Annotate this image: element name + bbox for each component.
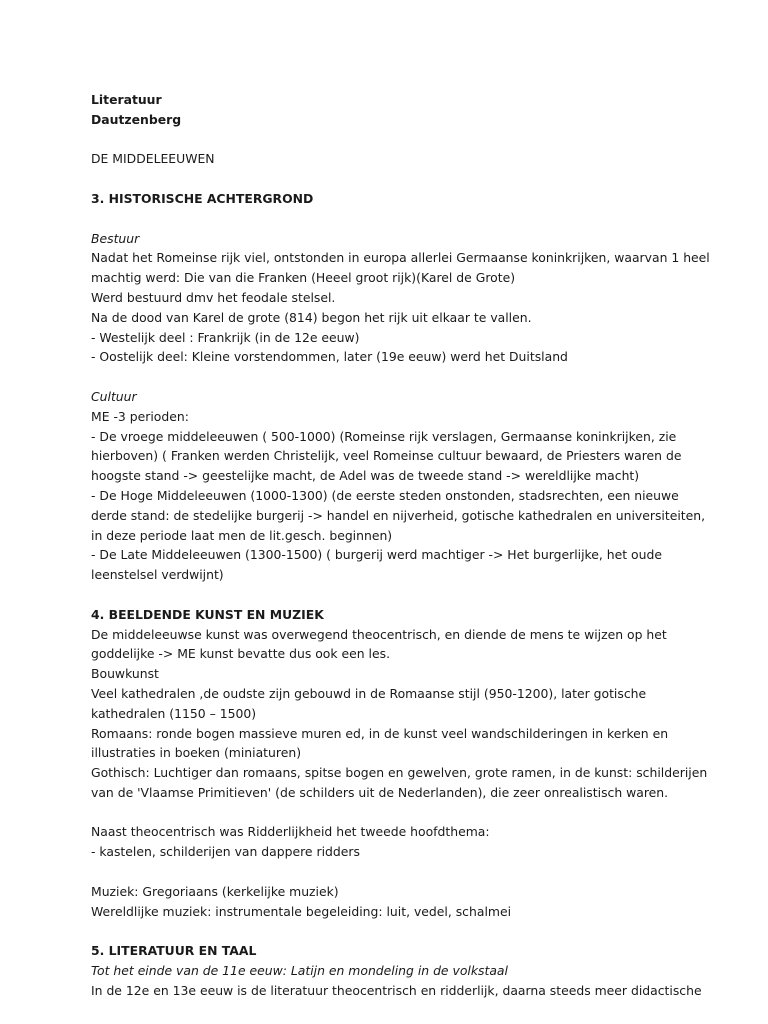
paragraph-line: - Westelijk deel : Frankrijk (in de 12e eeuw): [91, 329, 360, 345]
paragraph-line: In de 12e en 13e eeuw is de literatuur theocentrisch en ridderlijk, daarna steeds meer didactische: [91, 982, 702, 998]
section-3-heading: 3. HISTORISCHE ACHTERGROND: [91, 190, 314, 206]
paragraph-line: - Oostelijk deel: Kleine vorstendommen, later (19e eeuw) werd het Duitsland: [91, 349, 568, 365]
paragraph-line: Nadat het Romeinse rijk viel, ontstonden in europa allerlei Germaanse koninkrijken, waarvan 1 heel: [91, 250, 710, 266]
paragraph-line: machtig werd: Die van die Franken (Heeel groot rijk)(Karel de Grote): [91, 270, 516, 286]
paragraph-line: Veel kathedralen ,de oudste zijn gebouwd in de Romaanse stijl (950-1200), later gotische: [91, 685, 647, 701]
document-body: [91, 90, 761, 1001]
paragraph-line: in deze periode laat men de lit.gesch. beginnen): [91, 527, 393, 543]
paragraph-line: - De Hoge Middeleeuwen (1000-1300) (de eerste steden onstonden, stadsrechten, een nieuwe: [91, 487, 679, 503]
paragraph-line: ME -3 perioden:: [91, 408, 189, 424]
paragraph-line: Naast theocentrisch was Ridderlijkheid het tweede hoofdthema:: [91, 824, 490, 840]
paragraph-line: leenstelsel verdwijnt): [91, 567, 224, 583]
paragraph-line: Muziek: Gregoriaans (kerkelijke muziek): [91, 883, 339, 899]
author-name: Dautzenberg: [91, 111, 182, 127]
paragraph-line: Na de dood van Karel de grote (814) begon het rijk uit elkaar te vallen.: [91, 309, 532, 325]
section-5-subheading: Tot het einde van de 11e eeuw: Latijn en mondeling in de volkstaal: [91, 963, 508, 979]
subject-title: Literatuur: [91, 92, 162, 107]
cultuur-label: Cultuur: [91, 388, 137, 404]
section-5-heading: 5. LITERATUUR EN TAAL: [91, 943, 257, 959]
paragraph-line: Romaans: ronde bogen massieve muren ed, in de kunst veel wandschilderingen in kerken en: [91, 725, 669, 741]
paragraph-line: Werd bestuurd dmv het feodale stelsel.: [91, 289, 336, 305]
document-title: DE MIDDELEEUWEN: [91, 151, 215, 167]
paragraph-line: hoogste stand -> geestelijke macht, de Adel was de tweede stand -> wereldlijke macht): [91, 468, 640, 484]
paragraph-line: - De Late Middeleeuwen (1300-1500) ( burgerij werd machtiger -> Het burgerlijke, het oude: [91, 547, 662, 563]
paragraph-line: van de 'Vlaamse Primitieven' (de schilders uit de Nederlanden), die zeer onrealistisch waren.: [91, 784, 669, 800]
paragraph-line: hierboven) ( Franken werden Christelijk, veel Romeinse cultuur bewaard, de Priesters waren de: [91, 448, 682, 464]
paragraph-line: goddelijke -> ME kunst bevatte dus ook een les.: [91, 646, 391, 662]
bestuur-label: Bestuur: [91, 230, 140, 246]
paragraph-line: illustraties in boeken (miniaturen): [91, 745, 302, 761]
paragraph-line: derde stand: de stedelijke burgerij -> handel en nijverheid, gotische kathedralen en universiteiten,: [91, 507, 706, 523]
paragraph-line: Bouwkunst: [91, 666, 159, 682]
paragraph-line: kathedralen (1150 – 1500): [91, 705, 257, 721]
paragraph-line: De middeleeuwse kunst was overwegend theocentrisch, en diende de mens te wijzen op het: [91, 626, 667, 642]
paragraph-line: Gothisch: Luchtiger dan romaans, spitse bogen en gewelven, grote ramen, in de kunst: schilderijen: [91, 765, 708, 781]
paragraph-line: - De vroege middeleeuwen ( 500-1000) (Romeinse rijk verslagen, Germaanse koninkrijken, zie: [91, 428, 677, 444]
paragraph-line: Wereldlijke muziek: instrumentale begeleiding: luit, vedel, schalmei: [91, 903, 512, 919]
paragraph-line: - kastelen, schilderijen van dappere ridders: [91, 844, 360, 860]
section-4-heading: 4. BEELDENDE KUNST EN MUZIEK: [91, 606, 324, 622]
